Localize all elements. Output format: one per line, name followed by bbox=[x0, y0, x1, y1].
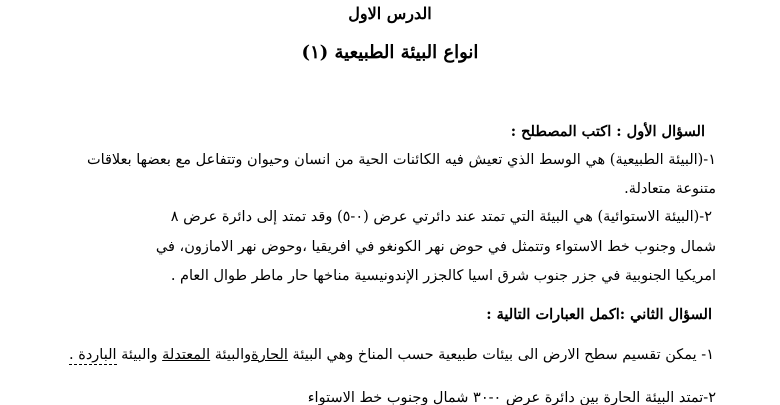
q1-item2-line1: ٢-(البيئة الاستوائية) هي البيئة التي تمتد عند دائرتي عرض (٠-٥) وقد تمتد إلى دائرة عرض ٨ bbox=[170, 209, 712, 225]
lesson-title: الدرس الاول bbox=[348, 4, 432, 23]
q2-item1-and1: والبيئة bbox=[210, 347, 252, 363]
q1-item2-line2: شمال وجنوب خط الاستواء وتتمثل في حوض نهر الكونغو في افريقيا ،وحوض نهر الامازون، في bbox=[155, 239, 716, 255]
question1-heading: السؤال الأول : اكتب المصطلح : bbox=[510, 123, 705, 140]
q2-item1-prefix: ١- يمكن تقسيم سطح الارض الى بيئات طبيعية حسب المناخ وهي البيئة bbox=[287, 347, 714, 363]
q1-item1-line1: ١-(البيئة الطبيعية) هي الوسط الذي تعيش فيه الكائنات الحية من انسان وحيوان وتتفاعل مع بعضها بعلاقات bbox=[86, 152, 716, 168]
answer-cold-end: . bbox=[69, 347, 79, 363]
answer-cold bbox=[69, 347, 117, 365]
q2-item1 bbox=[69, 347, 714, 363]
topic-title: انواع البيئة الطبيعية (١) bbox=[301, 42, 479, 63]
q1-item1-line2: متنوعة متعادلة. bbox=[624, 181, 716, 197]
answer-hot: الحارة bbox=[251, 347, 288, 363]
q1-item2-line3: امريكيا الجنوبية في جزر جنوب شرق اسيا كالجزر الإندونيسية مناخها حار ماطر طوال العام . bbox=[170, 268, 716, 284]
answer-cold-text: الباردة bbox=[78, 347, 117, 363]
answer-temperate: المعتدلة bbox=[162, 347, 211, 363]
question2-heading: السؤال الثاني :اكمل العبارات التالية : bbox=[486, 306, 712, 323]
q2-item2-partial: ٢-تمتد البيئة الحارة بين دائرة عرض ٠-٣٠ شمال وجنوب خط الاستواء bbox=[307, 390, 716, 405]
q2-item1-and2: والبيئة bbox=[116, 347, 163, 363]
